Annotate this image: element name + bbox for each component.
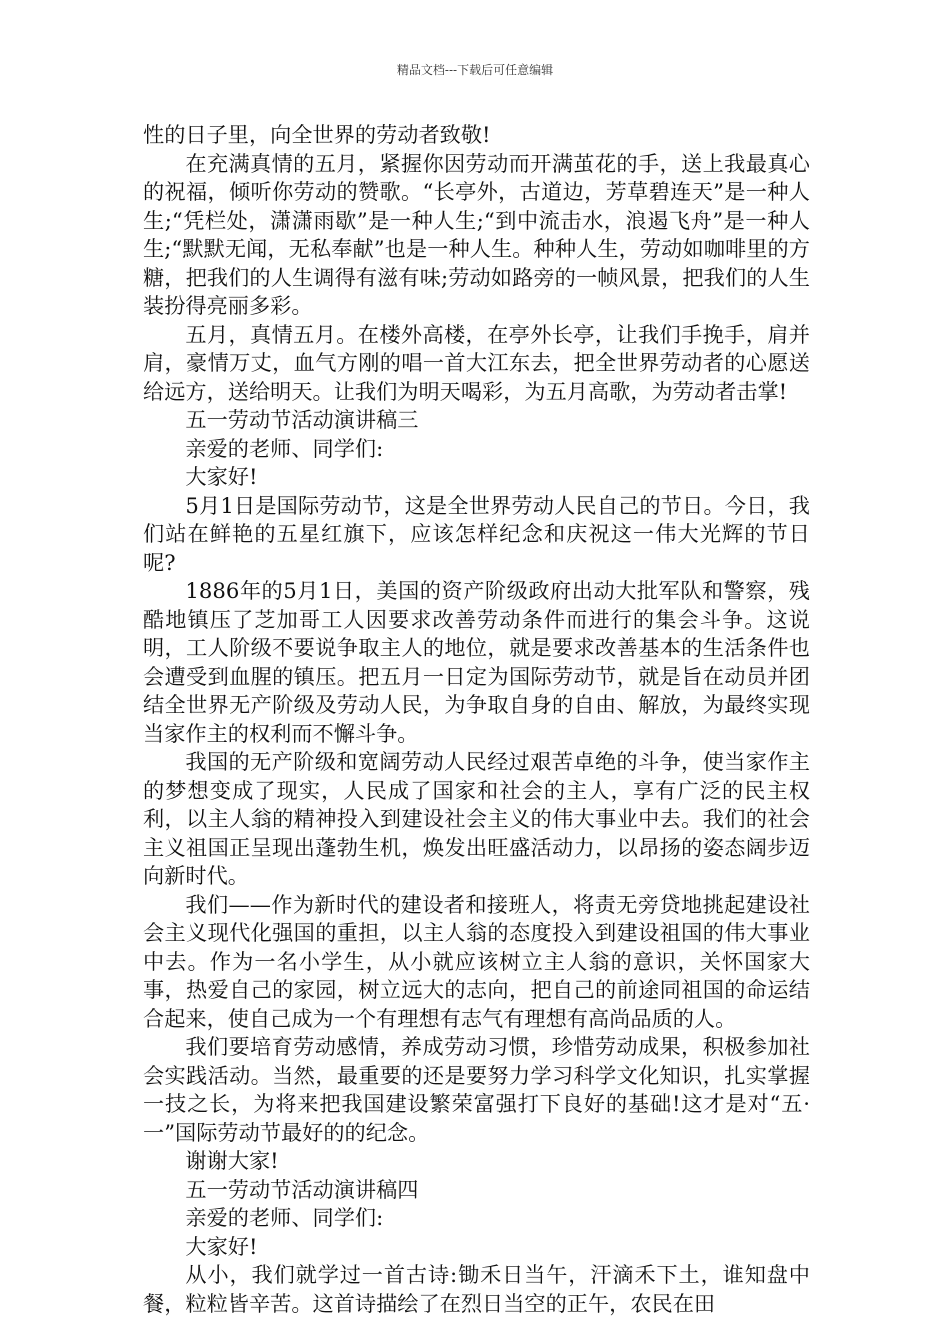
greeting: 大家好!	[185, 1233, 258, 1259]
section-title: 五一劳动节活动演讲稿三	[185, 407, 419, 432]
paragraph: 在充满真情的五月，紧握你因劳动而开满茧花的手，送上我最真心的祝福，倾听你劳动的赞歌。“长亭外，古道边，芳草碧连天”是一种人生;“凭栏处，潇潇雨歇”是一种人生;“到中流击水，浪遏飞舟”是一种人生;“默默无闻，无私奉献”也是一种人生。种种人生，劳动如咖啡里的方糖，把我们的人生调得有滋有味;劳动如路旁的一帧风景，把我们的人生装扮得亮丽多彩。	[143, 150, 810, 318]
paragraph: 五月，真情五月。在楼外高楼，在亭外长亭，让我们手挽手，肩并肩，豪情万丈，血气方刚的唱一首大江东去，把全世界劳动者的心愿送给远方，送给明天。让我们为明天喝彩，为五月高歌，为劳动者击掌!	[143, 321, 810, 404]
salutation: 亲爱的老师、同学们:	[185, 435, 384, 461]
greeting: 大家好!	[185, 464, 258, 489]
paragraph: 从小，我们就学过一首古诗:锄禾日当午，汗滴禾下土，谁知盘中餐，粒粒皆辛苦。这首诗描绘了在烈日当空的正午，农民在田	[143, 1262, 810, 1316]
paragraph: 1886年的5月1日，美国的资产阶级政府出动大批军队和警察，残酷地镇压了芝加哥工人因要求改善劳动条件而进行的集会斗争。这说明，工人阶级不要说争取主人的地位，就是要求改善基本的生活条件也会遭受到血腥的镇压。把五月一日定为国际劳动节，就是旨在动员并团结全世界无产阶级及劳动人民，为争取自身的自由、解放，为最终实现当家作主的权利而不懈斗争。	[143, 578, 810, 746]
salutation: 亲爱的老师、同学们:	[185, 1205, 384, 1230]
paragraph: 我国的无产阶级和宽阔劳动人民经过艰苦卓绝的斗争，使当家作主的梦想变成了现实，人民成了国家和社会的主人，享有广泛的民主权利，以主人翁的精神投入到建设社会主义的伟大事业中去。我们的社会主义祖国正呈现出蓬勃生机，焕发出旺盛活动力，以昂扬的姿态阔步迈向新时代。	[143, 749, 810, 888]
document-body	[143, 121, 810, 1318]
closing: 谢谢大家!	[185, 1148, 279, 1173]
paragraph: 我们要培育劳动感情，养成劳动习惯，珍惜劳动成果，积极参加社会实践活动。当然，最重要的还是要努力学习科学文化知识，扎实掌握一技之长，为将来把我国建设繁荣富强打下良好的基础!这才是对“五·一”国际劳动节最好的的纪念。	[143, 1034, 810, 1145]
paragraph: 5月1日是国际劳动节，这是全世界劳动人民自己的节日。今日，我们站在鲜艳的五星红旗下，应该怎样纪念和庆祝这一伟大光辉的节日呢?	[143, 492, 810, 575]
paragraph: 性的日子里，向全世界的劳动者致敬!	[143, 122, 491, 147]
page-header: 精品文档---下载后可任意编辑	[396, 63, 554, 77]
section-title: 五一劳动节活动演讲稿四	[185, 1176, 419, 1202]
paragraph: 我们——作为新时代的建设者和接班人，将责无旁贷地挑起建设社会主义现代化强国的重担，以主人翁的态度投入到建设祖国的伟大事业中去。作为一名小学生，从小就应该树立主人翁的意识，关怀国家大事，热爱自己的家园，树立远大的志向，把自己的前途同祖国的命运结合起来，使自己成为一个有理想有志气有理想有高尚品质的人。	[143, 891, 810, 1031]
